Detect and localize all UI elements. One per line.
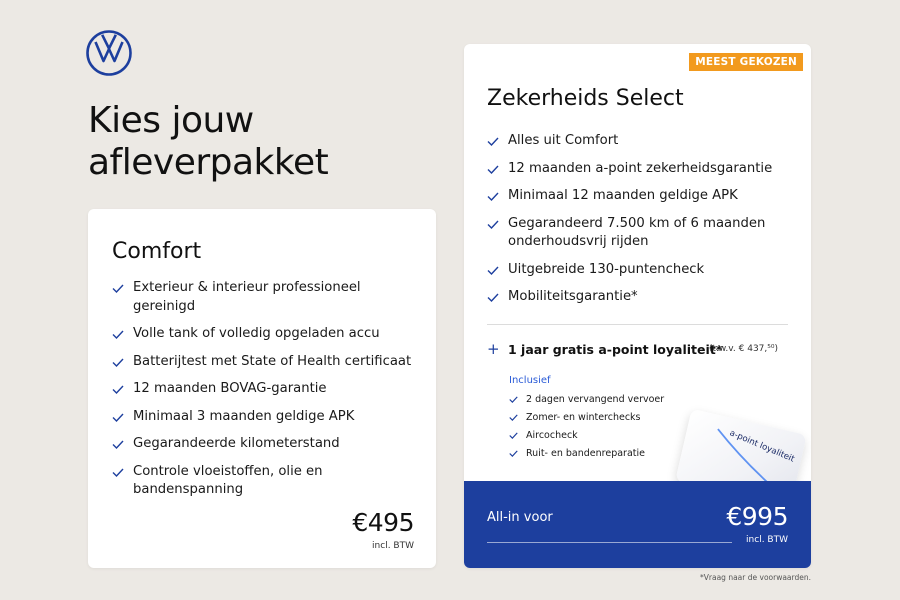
check-icon xyxy=(112,330,124,339)
check-icon xyxy=(487,266,499,275)
price-block xyxy=(352,509,414,551)
package-title: Zekerheids Select xyxy=(487,86,684,111)
feature-item: Minimaal 3 maanden geldige APK xyxy=(112,408,422,427)
package-card-select[interactable] xyxy=(464,44,811,568)
price-note: incl. BTW xyxy=(746,535,788,545)
check-icon xyxy=(509,450,518,457)
price-block xyxy=(726,503,788,545)
feature-item: Gegarandeerd 7.500 km of 6 maanden onderhoudsvrij rijden xyxy=(487,215,797,252)
inclusief-item: 2 dagen vervangend vervoer xyxy=(509,393,709,406)
check-icon xyxy=(112,284,124,293)
loyalty-value: (t.w.v. € 437,⁵⁰) xyxy=(709,344,778,354)
allin-label: All-in voor xyxy=(487,510,553,525)
inclusief-item: Ruit- en bandenreparatie xyxy=(509,447,709,460)
loyalty-card-text: a-point loyaliteit xyxy=(727,428,796,465)
footnote: *Vraag naar de voorwaarden. xyxy=(700,573,811,582)
loyalty-label: 1 jaar gratis a-point loyaliteit* xyxy=(508,342,723,357)
divider xyxy=(487,324,788,325)
allin-bar[interactable] xyxy=(464,481,811,568)
check-icon xyxy=(487,293,499,302)
page-title: Kies jouw afleverpakket xyxy=(88,100,329,183)
feature-list xyxy=(112,279,422,509)
price: €495 xyxy=(352,508,414,537)
check-icon xyxy=(112,440,124,449)
inclusief-list xyxy=(509,393,709,465)
inclusief-title: Inclusief xyxy=(509,375,551,386)
check-icon xyxy=(509,432,518,439)
feature-item: Alles uit Comfort xyxy=(487,132,797,151)
price-note: incl. BTW xyxy=(372,541,414,551)
check-icon xyxy=(112,358,124,367)
check-icon xyxy=(509,414,518,421)
feature-item: Exterieur & interieur professioneel gereinigd xyxy=(112,279,422,316)
check-icon xyxy=(487,165,499,174)
most-chosen-badge: MEEST GEKOZEN xyxy=(689,53,803,71)
plus-icon: + xyxy=(487,340,500,358)
feature-item: Controle vloeistoffen, olie en bandenspanning xyxy=(112,463,422,500)
allin-underline xyxy=(487,542,732,543)
package-title: Comfort xyxy=(112,239,202,264)
feature-item: 12 maanden a-point zekerheidsgarantie xyxy=(487,160,797,179)
feature-list xyxy=(487,132,797,316)
price: €995 xyxy=(726,502,788,531)
feature-item: Mobiliteitsgarantie* xyxy=(487,288,797,307)
feature-item: Gegarandeerde kilometerstand xyxy=(112,435,422,454)
feature-item: Volle tank of volledig opgeladen accu xyxy=(112,325,422,344)
check-icon xyxy=(487,137,499,146)
feature-item: 12 maanden BOVAG-garantie xyxy=(112,380,422,399)
feature-item: Uitgebreide 130-puntencheck xyxy=(487,261,797,280)
check-icon xyxy=(112,413,124,422)
check-icon xyxy=(487,220,499,229)
vw-logo-icon xyxy=(86,30,132,76)
check-icon xyxy=(112,468,124,477)
check-icon xyxy=(112,385,124,394)
feature-item: Minimaal 12 maanden geldige APK xyxy=(487,187,797,206)
inclusief-item: Zomer- en winterchecks xyxy=(509,411,709,424)
feature-item: Batterijtest met State of Health certificaat xyxy=(112,353,422,372)
check-icon xyxy=(509,396,518,403)
check-icon xyxy=(487,192,499,201)
inclusief-item: Aircocheck xyxy=(509,429,709,442)
package-card-comfort[interactable] xyxy=(88,209,436,568)
